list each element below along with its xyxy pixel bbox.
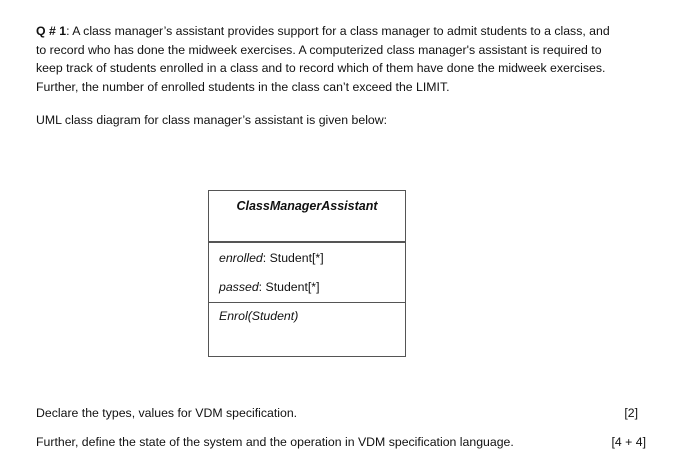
uml-attribute-name: enrolled [219, 251, 263, 265]
question-line-2: to record who has done the midweek exercises. A computerized class manager's assistant is required to [36, 42, 602, 57]
task-text: Further, define the state of the system and the operation in VDM specification language. [36, 435, 514, 449]
uml-attribute-name: passed [219, 280, 259, 294]
question-line-1-text: A class manager’s assistant provides support for a class manager to admit students to a class, and [72, 24, 610, 38]
question-text [36, 22, 656, 96]
question-line-4: Further, the number of enrolled students in the class can’t exceed the LIMIT. [36, 79, 450, 94]
question-label-separator: : [66, 24, 73, 38]
task-marks: [4 + 4] [611, 435, 646, 449]
question-label: Q # 1 [36, 24, 67, 38]
question-line-3: keep track of students enrolled in a class and to record which of them have done the midweek exercises. [36, 61, 606, 76]
uml-attribute [219, 249, 405, 278]
uml-attributes [209, 243, 405, 303]
uml-operations [209, 303, 405, 323]
task-text: Declare the types, values for VDM specification. [36, 406, 298, 420]
uml-intro-text: UML class diagram for class manager’s assistant is given below: [36, 113, 388, 127]
uml-attribute-type: : Student[*] [262, 251, 324, 265]
question-line-1 [36, 22, 656, 41]
uml-class-diagram [208, 190, 406, 357]
task-marks: [2] [624, 406, 638, 420]
uml-operation: Enrol(Student) [219, 309, 299, 323]
uml-class-name: ClassManagerAssistant [209, 191, 405, 243]
uml-attribute-type: : Student[*] [258, 280, 320, 294]
